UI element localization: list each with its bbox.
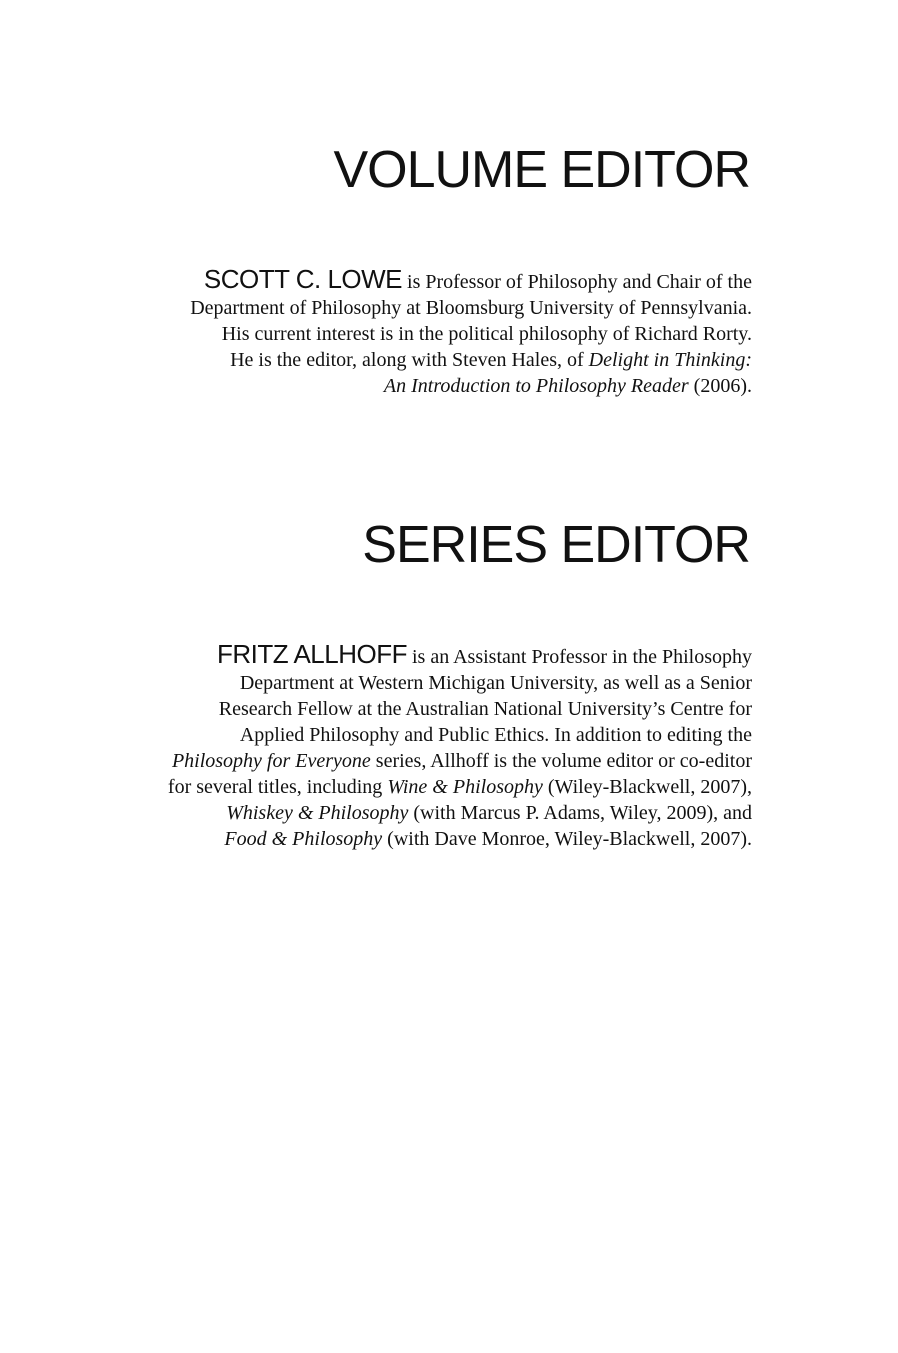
volume-editor-name: SCOTT C. LOWE — [203, 264, 403, 294]
book-title: Whiskey & Philosophy — [226, 802, 409, 824]
bio-line: SCOTT C. LOWE is Professor of Philosophy and Chair of the — [203, 264, 752, 294]
bio-line: Applied Philosophy and Public Ethics. In addition to editing the — [239, 724, 752, 746]
bio-line: Food & Philosophy (with Dave Monroe, Wiley-Blackwell, 2007). — [224, 828, 752, 850]
bio-line: for several titles, including Wine & Philosophy (Wiley-Blackwell, 2007), — [167, 776, 752, 798]
bio-line: FRITZ ALLHOFF is an Assistant Professor in the Philosophy — [217, 639, 752, 669]
bio-line: Whiskey & Philosophy (with Marcus P. Adams, Wiley, 2009), and — [226, 802, 752, 824]
book-title: Delight in Thinking: — [588, 349, 752, 371]
volume-editor-heading: VOLUME EDITOR — [333, 141, 750, 199]
bio-line: Department of Philosophy at Bloomsburg University of Pennsylvania. — [190, 297, 752, 319]
book-title: Wine & Philosophy — [387, 776, 543, 798]
volume-editor-bio — [190, 266, 752, 399]
bio-line: He is the editor, along with Steven Hales, of Delight in Thinking: — [230, 349, 752, 371]
bio-line: Research Fellow at the Australian National University’s Centre for — [218, 698, 752, 720]
series-editor-name: FRITZ ALLHOFF — [217, 639, 407, 669]
bio-line: Philosophy for Everyone series, Allhoff is the volume editor or co-editor — [171, 750, 752, 772]
bio-line: Department at Western Michigan University, as well as a Senior — [239, 672, 752, 694]
bio-line: His current interest is in the political philosophy of Richard Rorty. — [221, 323, 752, 345]
bio-line: An Introduction to Philosophy Reader (2006). — [383, 375, 752, 397]
series-editor-bio — [168, 641, 752, 852]
book-title: An Introduction to Philosophy Reader — [383, 375, 689, 397]
series-editor-heading: SERIES EDITOR — [362, 516, 750, 574]
book-title: Food & Philosophy — [224, 828, 383, 850]
series-title: Philosophy for Everyone — [171, 750, 371, 772]
